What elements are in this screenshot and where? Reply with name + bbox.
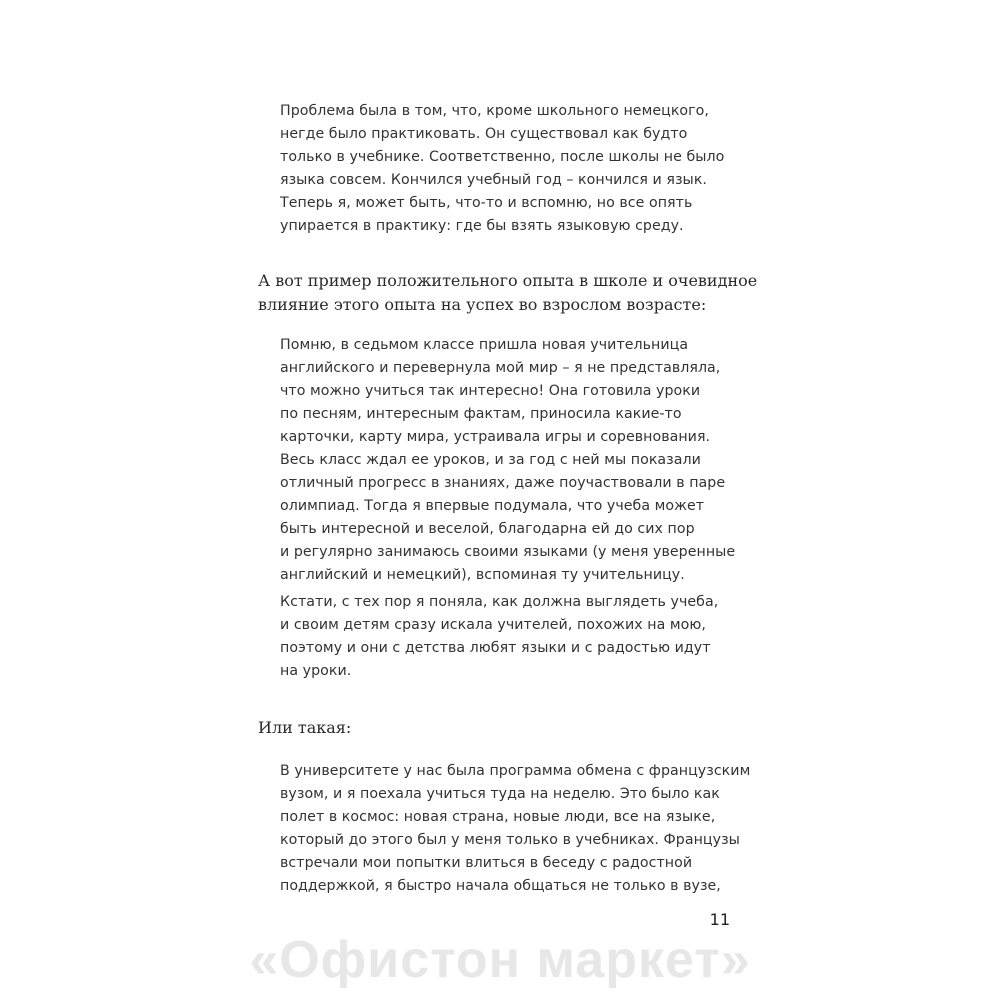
- text-line: вузом, и я поехала учиться туда на неделю. Это было как: [280, 786, 720, 802]
- text-line: быть интересной и веселой, благодарна ей до сих пор: [280, 521, 695, 537]
- text-line: и своим детям сразу искала учителей, похожих на мою,: [280, 617, 706, 633]
- text-line: А вот пример положительного опыта в школе и очевидное: [258, 271, 758, 290]
- text-line: Проблема была в том, что, кроме школьного немецкого,: [280, 103, 709, 119]
- body-paragraph-1: [258, 269, 758, 317]
- text-line: упирается в практику: где бы взять языковую среду.: [280, 218, 684, 234]
- page-number: 11: [709, 910, 730, 929]
- text-line: негде было практиковать. Он существовал как будто: [280, 126, 688, 142]
- text-line: Помню, в седьмом классе пришла новая учительница: [280, 337, 689, 353]
- quote-paragraph-1: [280, 100, 750, 238]
- text-line: на уроки.: [280, 663, 352, 679]
- text-line: английский и немецкий), вспоминая ту учительницу.: [280, 567, 685, 583]
- quote-paragraph-2: [280, 334, 750, 587]
- text-line: поэтому и они с детства любят языки и с радостью идут: [280, 640, 711, 656]
- text-line: по песням, интересным фактам, приносила какие-то: [280, 406, 682, 422]
- body-paragraph-2: [258, 716, 738, 740]
- text-line: поддержкой, я быстро начала общаться не только в вузе,: [280, 878, 721, 894]
- text-line: отличный прогресс в знаниях, даже поучаствовали в паре: [280, 475, 726, 491]
- text-line: языка совсем. Кончился учебный год – кончился и язык.: [280, 172, 707, 188]
- text-line: Или такая:: [258, 718, 352, 737]
- text-line: Кстати, с тех пор я поняла, как должна выглядеть учеба,: [280, 594, 719, 610]
- text-line: что можно учиться так интересно! Она готовила уроки: [280, 383, 701, 399]
- watermark: «Офистон маркет»: [249, 931, 751, 989]
- text-line: и регулярно занимаюсь своими языками (у меня уверенные: [280, 544, 736, 560]
- text-line: английского и перевернула мой мир – я не представляла,: [280, 360, 721, 376]
- text-line: полет в космос: новая страна, новые люди, все на языке,: [280, 809, 716, 825]
- quote-paragraph-4: [280, 760, 750, 898]
- text-line: влияние этого опыта на успех во взрослом возрасте:: [258, 295, 707, 314]
- text-line: только в учебнике. Соответственно, после школы не было: [280, 149, 725, 165]
- text-line: Теперь я, может быть, что-то и вспомню, но все опять: [280, 195, 693, 211]
- text-line: В университете у нас была программа обмена с французским: [280, 763, 751, 779]
- text-line: Весь класс ждал ее уроков, и за год с ней мы показали: [280, 452, 701, 468]
- text-line: олимпиад. Тогда я впервые подумала, что учеба может: [280, 498, 705, 514]
- text-line: который до этого был у меня только в учебниках. Французы: [280, 832, 740, 848]
- text-line: встречали мои попытки влиться в беседу с радостной: [280, 855, 693, 871]
- text-line: карточки, карту мира, устраивала игры и соревнования.: [280, 429, 711, 445]
- quote-paragraph-3: [280, 591, 750, 683]
